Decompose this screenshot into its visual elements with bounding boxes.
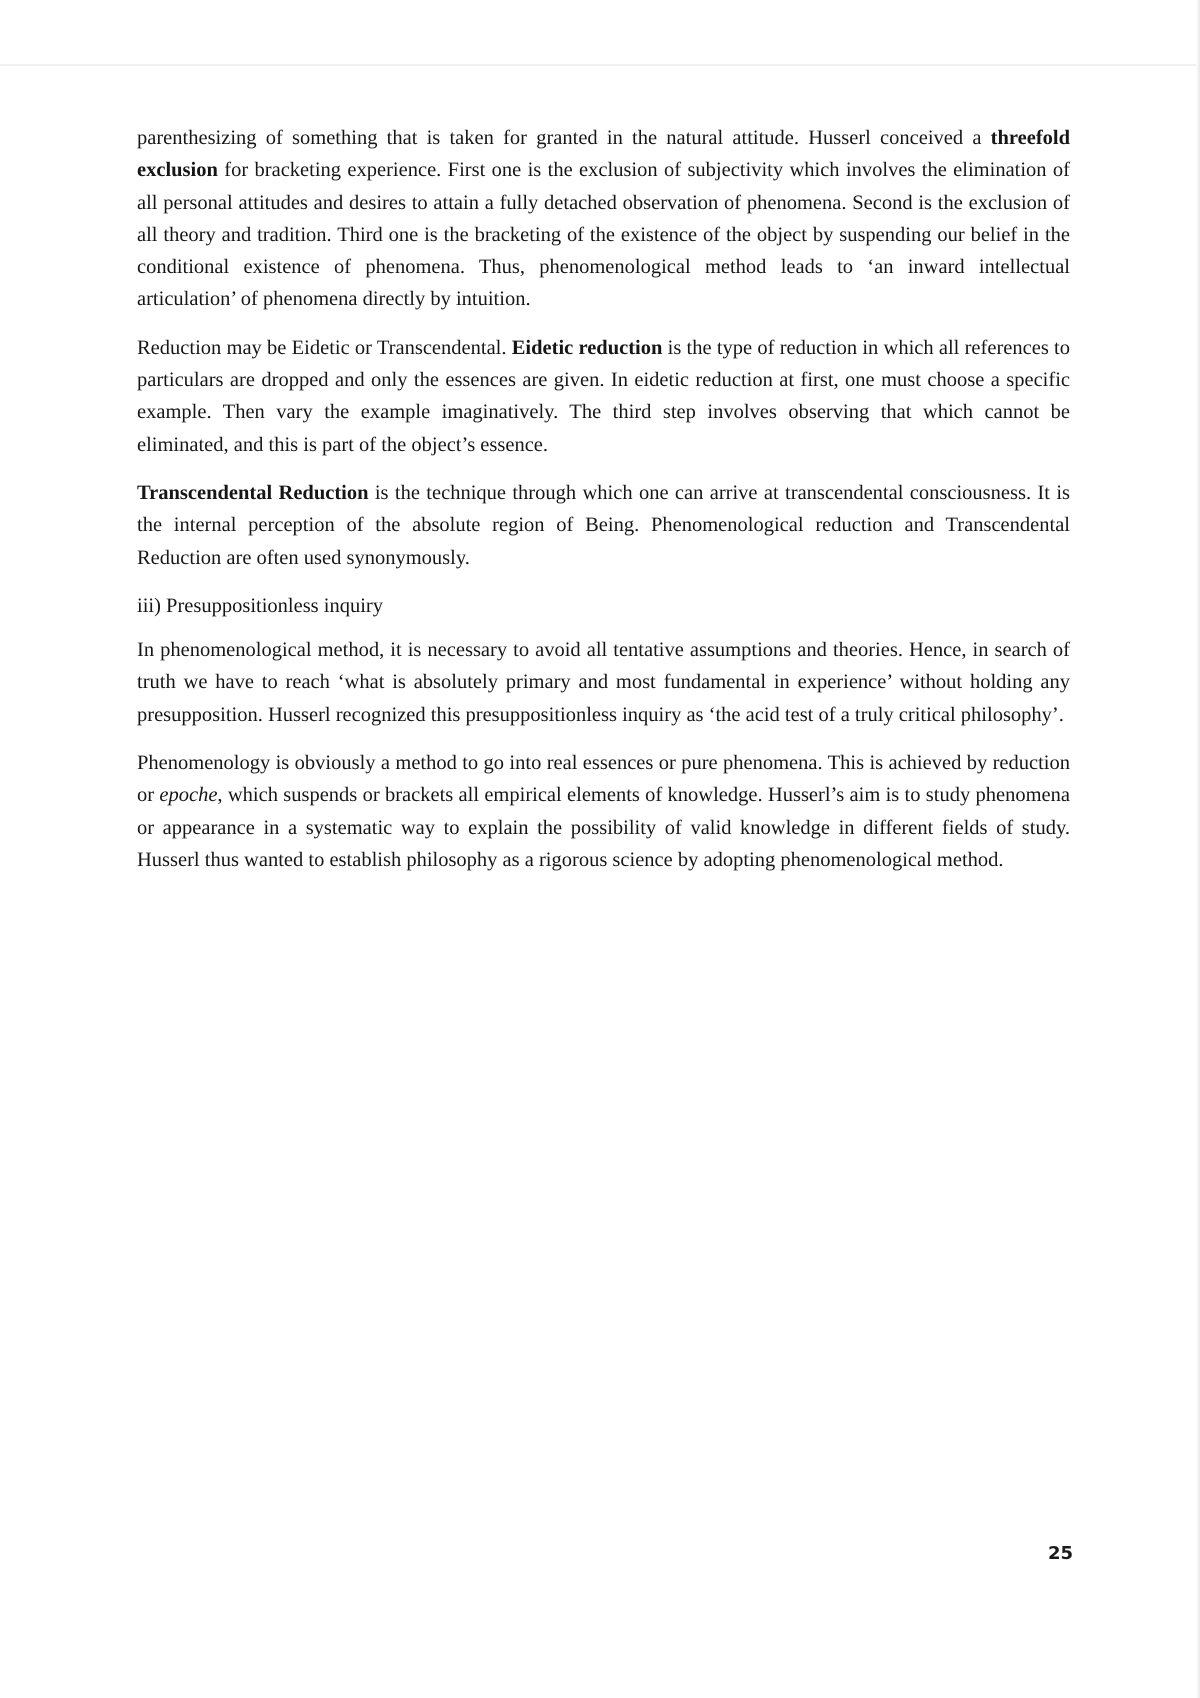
bold-term-threefold-exclusion: threefold exclusion <box>137 127 1070 182</box>
bold-term-transcendental-reduction: Transcendental Reduction <box>137 481 369 504</box>
paragraph-text: for bracketing experience. First one is the exclusion of subjectivity which involves the elimination of all personal attitudes and desires to attain a fully detached observation of phenomena. Second is the exclusion of all theory and tradition. Third one is the bracketing of the existence of the object by suspending our belief in the conditional existence of phenomena. Thus, phenomenological method leads to ‘an inward intellectual articulation’ of phenomena directly by intuition. <box>137 159 1070 311</box>
page-number: 25 <box>1047 1543 1073 1564</box>
paragraph-eidetic-reduction <box>137 332 1070 461</box>
paragraph-text: , which suspends or brackets all empirical elements of knowledge. Husserl’s aim is to study phenomena or appearance in a systematic way to explain the possibility of valid knowledge in different fields of study. Husserl thus wanted to establish philosophy as a rigorous science by adopting phenomenological method. <box>137 784 1070 871</box>
paragraph-threefold-exclusion <box>137 122 1070 316</box>
top-divider <box>0 64 1200 66</box>
page-edge-shadow <box>1196 0 1200 1698</box>
section-heading-presuppositionless-inquiry: iii) Presuppositionless inquiry <box>137 594 383 617</box>
paragraph-text: is the technique through which one can arrive at transcendental consciousness. It is the internal perception of the absolute region of Being. Phenomenological reduction and Transcendental Reduction are often used synonymously. <box>137 481 1070 569</box>
paragraph-text: parenthesizing of something that is taken for granted in the natural attitude. Husserl conceived a <box>137 127 991 149</box>
paragraph-transcendental-reduction <box>137 477 1070 574</box>
paragraph-text: Reduction may be Eidetic or Transcendental. <box>137 336 512 359</box>
paragraph-phenomenology-summary <box>137 747 1070 876</box>
body-text <box>137 122 1070 892</box>
paragraph-text: Phenomenology is obviously a method to go into real essences or pure phenomena. This is achieved by reduction or <box>137 752 1070 807</box>
italic-term-epoche: epoche <box>159 784 218 807</box>
bold-term-eidetic-reduction: Eidetic reduction <box>511 336 663 359</box>
paragraph-presuppositionless-inquiry: In phenomenological method, it is necessary to avoid all tentative assumptions and theories. Hence, in search of truth we have to reach ‘what is absolutely primary and most fundamental in experience’ without holding any presupposition. Husserl recognized this presuppositionless inquiry as ‘the acid test of a truly critical philosophy’. <box>137 639 1070 726</box>
paragraph-text: is the type of reduction in which all references to particulars are dropped and only the essences are given. In eidetic reduction at first, one must choose a specific example. Then vary the example imaginatively. The third step involves observing that which cannot be eliminated, and this is part of the object’s essence. <box>137 336 1070 456</box>
